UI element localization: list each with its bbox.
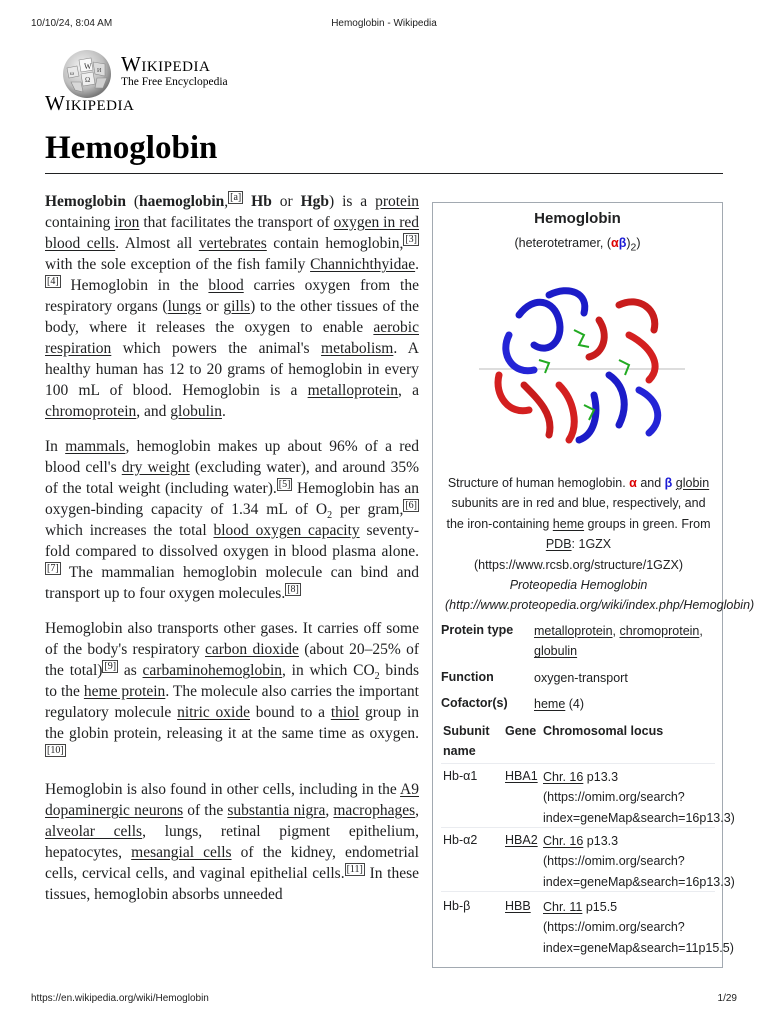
text: group in the globin protein, releasing it at the same time as oxygen. [45, 704, 420, 742]
text[interactable]: p13.3 (https://omim.org/search?index=geneMap&search=16p13.3) [543, 770, 735, 825]
paragraph-other-gases [45, 618, 419, 765]
link-chromosome[interactable]: Chr. 16 [543, 834, 584, 848]
text: bound to a [250, 704, 331, 721]
text: and [636, 476, 665, 490]
text: . Almost all [115, 235, 199, 252]
link-mammals[interactable]: mammals [65, 438, 126, 455]
link-blood[interactable]: blood [208, 277, 244, 294]
link-globulin[interactable]: globulin [170, 403, 222, 420]
table-row-locus [543, 831, 735, 892]
ref-link[interactable]: [11] [346, 863, 363, 875]
text: or [271, 193, 301, 210]
link-gills[interactable]: gills [223, 298, 251, 315]
print-header [0, 18, 768, 32]
text: of the kidney, endometrial cells, cervical cells, and vaginal epithelial cells. [45, 844, 419, 882]
text: ( [125, 193, 140, 210]
function-value: oxygen-transport [534, 671, 628, 685]
text: or [201, 298, 224, 315]
link-oxygen-in-red-blood-cells[interactable]: oxygen in red blood cells [45, 214, 419, 252]
link-carbaminohemoglobin[interactable]: carbaminohemoglobin [142, 662, 283, 679]
svg-text:W: W [84, 62, 92, 71]
row-divider [441, 891, 715, 892]
link-substantia-nigra[interactable]: substantia nigra [227, 802, 326, 819]
print-datetime: 10/10/24, 8:04 AM [31, 18, 113, 29]
text: , hemoglobin makes up about 96% of a red blood cell's [45, 438, 420, 476]
bold-term: haemoglobin [139, 193, 225, 210]
link-metalloprotein[interactable]: metalloprotein [534, 624, 613, 638]
svg-text:ω: ω [70, 71, 74, 77]
text: , [325, 802, 334, 819]
link-metabolism[interactable]: metabolism [321, 340, 394, 357]
link-heme[interactable]: heme [552, 516, 585, 531]
link-gene[interactable]: HBB [505, 899, 531, 913]
text: . The molecule also carries the important regulatory molecule [45, 683, 419, 721]
table-row-gene[interactable] [505, 833, 538, 847]
ref-link[interactable]: [a] [230, 191, 242, 203]
infobox-caption [445, 473, 755, 616]
print-page-title: Hemoglobin - Wikipedia [331, 18, 437, 29]
text: contain hemoglobin, [266, 235, 404, 252]
svg-text:Ω: Ω [85, 76, 91, 84]
link-mesangial-cells[interactable]: mesangial cells [131, 844, 232, 861]
text: ) to the other tissues of the body, where it releases the oxygen to enable [45, 298, 419, 336]
link-globin[interactable]: globin [675, 476, 710, 490]
subscript: 2 [374, 671, 380, 683]
text: ) is a [329, 193, 376, 210]
table-row-subunit: Hb-α2 [443, 833, 478, 847]
link-macrophages[interactable]: macrophages [333, 802, 416, 819]
text: of the [183, 802, 228, 819]
text: , [699, 624, 703, 638]
ref-link[interactable]: [6] [405, 499, 417, 511]
text: ) [626, 236, 631, 250]
text: as [118, 662, 143, 679]
link-blood-oxygen-capacity[interactable]: blood oxygen capacity [213, 522, 360, 539]
text: binds to the [45, 662, 420, 700]
bold-term: Hemoglobin [45, 193, 126, 210]
text: . [415, 256, 419, 273]
text: , [415, 802, 419, 819]
text: , [224, 193, 229, 210]
paragraph-other-cells [45, 779, 419, 905]
link-chromoprotein[interactable]: chromoprotein [619, 624, 700, 638]
beta-symbol: β [664, 476, 673, 490]
ref-link[interactable]: [7] [47, 562, 59, 574]
infobox-title: Hemoglobin [534, 210, 621, 227]
ref-10[interactable] [45, 744, 66, 757]
text: , a [398, 382, 419, 399]
text: that facilitates the transport of [139, 214, 334, 231]
link-channichthyidae[interactable]: Channichthyidae [310, 256, 416, 273]
ref-link[interactable]: [9] [104, 660, 117, 672]
table-row-locus [543, 767, 735, 828]
link-chromosome[interactable]: Chr. 16 [543, 770, 584, 784]
link-aerobic-respiration[interactable]: aerobic respiration [45, 319, 419, 357]
row-divider [441, 763, 715, 764]
text: . [221, 403, 226, 420]
text: groups in green. From [584, 516, 711, 531]
paragraph-mammals [45, 436, 419, 604]
text[interactable]: p15.5 (https://omim.org/search?index=geneMap&search=11p15.5) [543, 900, 734, 955]
link-globulin[interactable]: globulin [534, 644, 578, 659]
beta-symbol: β [618, 236, 627, 250]
svg-text:И: И [97, 68, 102, 74]
wikipedia-tagline: The Free Encyclopedia [121, 76, 228, 88]
text: subunits are in red and blue, respectively, and the iron-containing [446, 496, 706, 531]
text: , [612, 624, 620, 638]
ref-7[interactable] [45, 562, 61, 575]
text: , and [136, 403, 171, 420]
text: which powers the animal's [111, 340, 322, 357]
cofactor-value [534, 694, 719, 714]
subscript: 2 [327, 510, 333, 522]
bold-term: Hgb [300, 193, 330, 210]
text: per gram, [332, 501, 404, 518]
link-a9-dopaminergic-neurons[interactable]: A9 dopaminergic neurons [45, 781, 419, 819]
protein-type-label: Protein type [441, 623, 514, 637]
paragraph-intro [45, 191, 419, 422]
alpha-symbol: α [611, 236, 619, 250]
text: In these tissues, hemoglobin absorbs unneeded [45, 865, 419, 903]
text: (4) [565, 697, 585, 711]
link-chromosome[interactable]: Chr. 11 [543, 900, 583, 914]
ref-link[interactable]: [5] [278, 478, 291, 490]
text: carries oxygen from the respiratory organs ( [45, 277, 419, 315]
ref-link[interactable]: [4] [47, 275, 59, 287]
text: The mammalian hemoglobin molecule can bind and transport up to four oxygen molecules. [45, 564, 419, 602]
link-metalloprotein[interactable]: metalloprotein [307, 382, 398, 399]
text: containing [45, 214, 115, 231]
text: In [45, 438, 66, 455]
ref-link[interactable]: [8] [287, 583, 299, 595]
function-label: Function [441, 670, 494, 684]
link-protein[interactable]: protein [375, 193, 419, 210]
link-gene[interactable]: HBA1 [505, 769, 538, 783]
proteopedia-link-text[interactable]: Proteopedia Hemoglobin (http://www.proteopedia.org/wiki/index.php/Hemoglobin) [445, 578, 755, 613]
ref-4[interactable] [45, 275, 61, 288]
text: Hemoglobin in the [60, 277, 209, 294]
hemoglobin-structure-image[interactable] [479, 275, 685, 455]
text: ) [636, 236, 641, 250]
wikipedia-wordmark: Wikipedia [121, 52, 211, 76]
text: (heterotetramer, ( [514, 236, 612, 250]
text: with the sole exception of the fish family [45, 256, 311, 273]
link-alveolar-cells[interactable]: alveolar cells [45, 823, 143, 840]
cofactor-label: Cofactor(s) [441, 696, 508, 710]
print-page-number: 1/29 [717, 993, 737, 1004]
print-url: https://en.wikipedia.org/wiki/Hemoglobin [31, 993, 209, 1004]
print-footer [0, 993, 768, 1007]
ref-a[interactable] [228, 191, 243, 204]
text: . A healthy human has 12 to 20 grams of hemoglobin in every 100 mL of blood. Hemoglobin is a [45, 340, 419, 399]
protein-type-value [534, 621, 719, 662]
text: Hemoglobin is also found in other cells, including in the [45, 781, 401, 798]
table-row-subunit: Hb-β [443, 899, 471, 913]
text: Structure of human hemoglobin. [447, 476, 630, 490]
alpha-symbol: α [629, 476, 637, 490]
link-carbon-dioxide[interactable]: carbon dioxide [204, 641, 299, 658]
text: , lungs, retinal pigment epithelium, hepatocytes, [45, 823, 419, 861]
table-row-subunit: Hb-α1 [443, 769, 478, 783]
link-nitric-oxide[interactable]: nitric oxide [177, 704, 250, 721]
link-chromoprotein[interactable]: chromoprotein [45, 403, 137, 420]
ref-5[interactable] [277, 478, 293, 491]
ref-3[interactable] [403, 233, 419, 246]
text: seventy-fold compared to dissolved oxygen in blood plasma alone. [45, 522, 420, 560]
wikipedia-wordmark-plain[interactable]: Wikipedia [45, 91, 135, 115]
text: (excluding water), and around 35% of the total weight (including water). [45, 459, 419, 497]
infobox-subtitle [433, 236, 722, 254]
text [243, 193, 251, 210]
link-vertebrates[interactable]: vertebrates [198, 235, 267, 252]
text: which increases the total [45, 522, 214, 539]
link-thiol[interactable]: thiol [330, 704, 360, 721]
title-divider [45, 173, 723, 174]
ref-6[interactable] [403, 499, 419, 512]
link-gene[interactable]: HBA2 [505, 833, 538, 847]
page-title: Hemoglobin [45, 130, 218, 166]
subscript: 2 [630, 242, 637, 254]
ref-link[interactable]: [3] [405, 233, 417, 245]
ref-9[interactable] [102, 660, 118, 673]
link-lungs[interactable]: lungs [167, 298, 202, 315]
ref-link[interactable]: [10] [47, 744, 64, 756]
text: , in which CO [282, 662, 375, 679]
text: : 1GZX (https://www.rcsb.org/structure/1GZX) [473, 537, 684, 572]
link-heme-protein[interactable]: heme protein [83, 683, 166, 700]
link-dry-weight[interactable]: dry weight [121, 459, 190, 476]
table-row-gene[interactable] [505, 899, 531, 913]
infobox [432, 202, 755, 968]
table-header-subunit: Subunit name [443, 724, 490, 759]
text: (about 20–25% of the total) [45, 641, 420, 679]
text: Hemoglobin also transports other gases. It carries off some of the body's respiratory [45, 620, 419, 658]
link-iron[interactable]: iron [114, 214, 140, 231]
link-pdb[interactable]: PDB [545, 537, 572, 552]
table-row-gene[interactable] [505, 769, 538, 783]
article-body [45, 191, 419, 919]
table-row-locus [543, 897, 734, 958]
table-header-locus: Chromosomal locus [543, 724, 664, 738]
table-header-gene: Gene [505, 724, 537, 738]
row-divider [441, 827, 715, 828]
ref-8[interactable] [285, 583, 301, 596]
text[interactable]: p13.3 (https://omim.org/search?index=geneMap&search=16p13.3) [543, 834, 735, 889]
bold-term: Hb [251, 193, 272, 210]
link-heme-cofactor[interactable]: heme [534, 697, 566, 711]
ref-11[interactable] [345, 863, 365, 876]
text: Hemoglobin has an oxygen-binding capacity of 1.34 mL of O [45, 480, 419, 518]
